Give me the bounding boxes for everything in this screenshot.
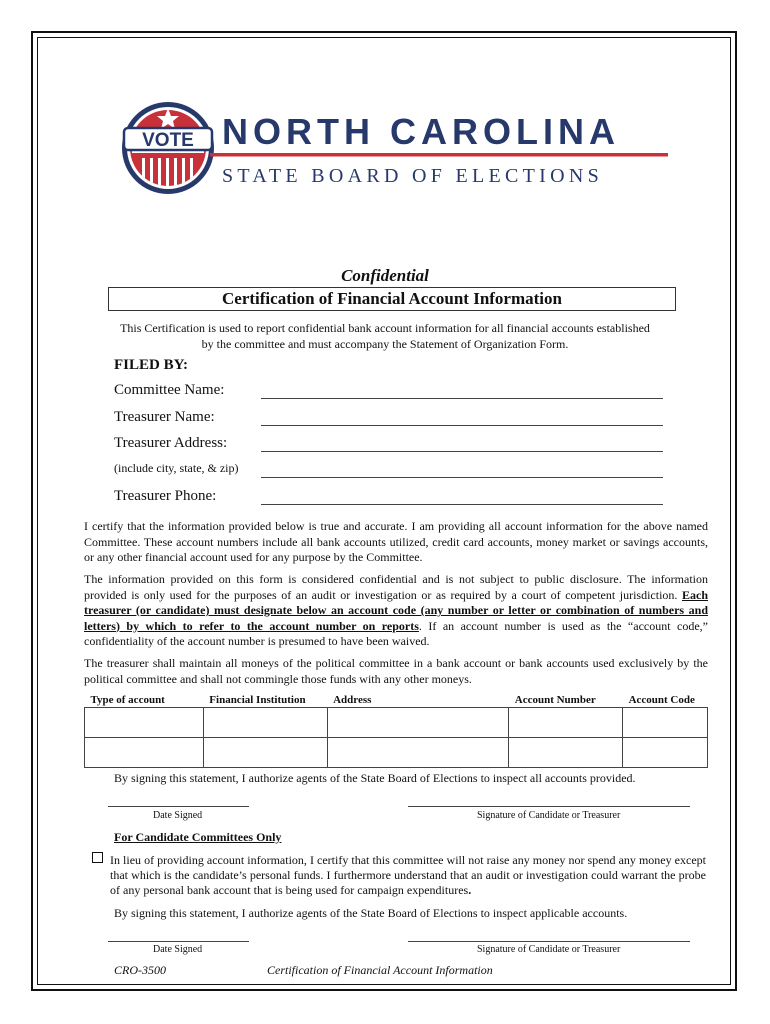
- treasurer-phone-label: Treasurer Phone:: [114, 488, 217, 504]
- account-code-waiver-text: . If an account number is used as the “account code,” confidentiality of the account number is presumed to have been waived.: [84, 618, 708, 648]
- confidentiality-paragraph: [84, 572, 708, 650]
- table-cell[interactable]: [203, 738, 327, 768]
- table-cell[interactable]: [85, 708, 204, 738]
- committee-name-label: Committee Name:: [114, 382, 225, 398]
- treasurer-name-label: Treasurer Name:: [114, 409, 215, 425]
- treasurer-name-field[interactable]: [261, 413, 663, 426]
- form-id: CRO-3500: [114, 963, 166, 977]
- confidentiality-text: The information provided on this form is considered confidential and is not subject to public disclosure. The information provided is only used for the purposes of an audit or investigation or as required by a court of competent jurisdiction.: [84, 572, 708, 602]
- account-code-instruction: Each treasurer (or candidate) must designate below an account code (any number or letter or combination of numbers and letters) by which to refer to the account number on reports: [84, 587, 708, 633]
- filed-by-heading: FILED BY:: [114, 357, 189, 373]
- date-signed-caption: Date Signed: [153, 810, 203, 821]
- address-hint-label: (include city, state, & zip): [114, 461, 239, 475]
- candidate-certification-period: .: [468, 883, 472, 897]
- treasurer-address-label: Treasurer Address:: [114, 435, 228, 451]
- candidate-committees-heading: For Candidate Committees Only: [114, 830, 282, 844]
- table-cell[interactable]: [203, 708, 327, 738]
- table-cell[interactable]: [509, 738, 623, 768]
- candidate-certification-body: In lieu of providing account information, I certify that this committee will not raise any money nor spend any money except that which is the candidate’s personal funds. I furthermore understand that an audit or investigation could warrant the probe of any personal bank account that is being used for campaign expenditures: [110, 853, 706, 897]
- header-account-code: Account Code: [628, 694, 695, 706]
- logo-badge-text: VOTE: [142, 130, 194, 151]
- table-row: [85, 738, 708, 768]
- treasurer-phone-field[interactable]: [261, 492, 663, 505]
- table-cell[interactable]: [623, 738, 708, 768]
- moneys-paragraph: The treasurer shall maintain all moneys of the political committee in a bank account or bank accounts used exclusively by the political committee and shall not commingle those funds with any other moneys.: [84, 656, 708, 686]
- committee-name-field[interactable]: [261, 386, 663, 399]
- table-cell[interactable]: [327, 708, 509, 738]
- table-cell[interactable]: [85, 738, 204, 768]
- treasurer-address-field[interactable]: [261, 439, 663, 452]
- date-signed-caption-2: Date Signed: [153, 944, 203, 955]
- intro-text: This Certification is used to report confidential bank account information for all financial accounts established by the committee and must accompany the Statement of Organization Form.: [120, 321, 650, 351]
- treasurer-address-field-2[interactable]: [261, 465, 663, 478]
- header-type-of-account: Type of account: [90, 694, 165, 706]
- logo-board-name: STATE BOARD OF ELECTIONS: [222, 165, 604, 187]
- candidate-certification-text: [110, 853, 706, 898]
- table-row: [85, 708, 708, 738]
- signature-line[interactable]: [408, 806, 690, 807]
- signature-caption: Signature of Candidate or Treasurer: [477, 810, 621, 821]
- header-account-number: Account Number: [514, 694, 596, 706]
- nc-state-board-of-elections-logo: [118, 98, 678, 198]
- table-cell[interactable]: [509, 708, 623, 738]
- table-cell[interactable]: [327, 738, 509, 768]
- account-table-header: [85, 693, 708, 708]
- authorize-applicable-text: By signing this statement, I authorize agents of the State Board of Elections to inspect applicable accounts.: [114, 906, 628, 920]
- header-address: Address: [333, 694, 372, 706]
- footer-form-title: Certification of Financial Account Information: [267, 963, 493, 977]
- date-signed-line-2[interactable]: [108, 941, 249, 942]
- account-table: [84, 693, 708, 768]
- date-signed-line[interactable]: [108, 806, 249, 807]
- certification-paragraph: I certify that the information provided below is true and accurate. I am providing all account information for the above named Committee. These account numbers include all bank accounts utilized, credit card accounts, money market or savings accounts, or any other financial account used for any purpose by the Committee.: [84, 519, 708, 564]
- candidate-checkbox[interactable]: [92, 852, 103, 863]
- logo-state-name: NORTH CAROLINA: [222, 111, 620, 152]
- table-cell[interactable]: [623, 708, 708, 738]
- authorize-all-text: By signing this statement, I authorize agents of the State Board of Elections to inspect all accounts provided.: [114, 771, 636, 785]
- signature-line-2[interactable]: [408, 941, 690, 942]
- signature-caption-2: Signature of Candidate or Treasurer: [477, 944, 621, 955]
- confidential-label: Confidential: [341, 266, 429, 285]
- header-financial-institution: Financial Institution: [209, 694, 306, 706]
- form-title: Certification of Financial Account Information: [108, 287, 676, 311]
